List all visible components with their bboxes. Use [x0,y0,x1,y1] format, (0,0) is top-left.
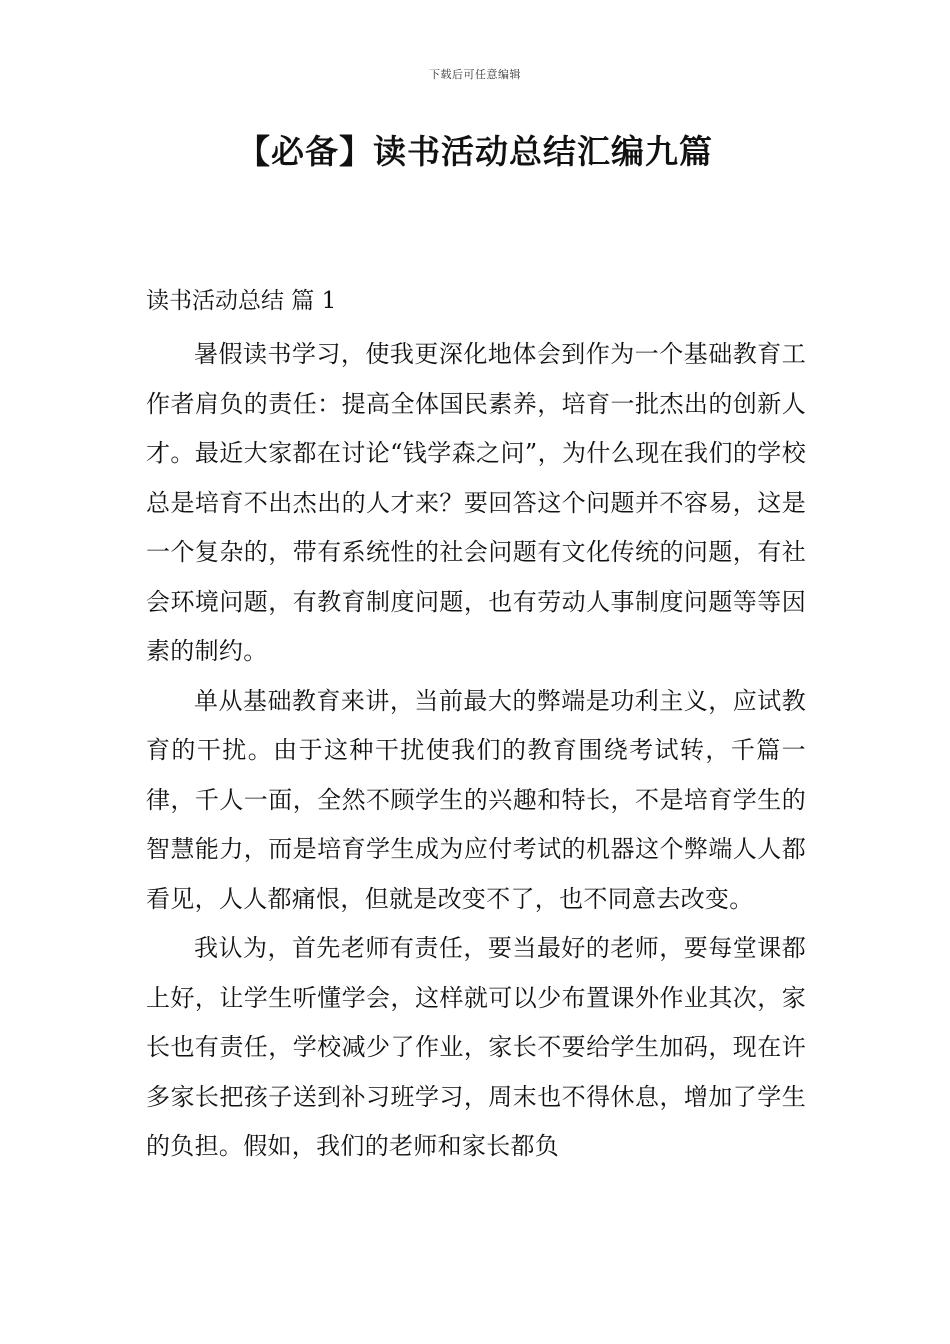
section-title: 读书活动总结 篇 1 [146,288,337,314]
document-title: 【必备】读书活动总结汇编九篇 [237,132,713,171]
paragraph-1: 暑假读书学习，使我更深化地体会到作为一个基础教育工作者肩负的责任：提高全体国民素养，培育一批杰出的创新人才。最近大家都在讨论“钱学森之问”，为什么现在我们的学校总是培育不出杰出的人才来？要回答这个问题并不容易，这是一个复杂的，带有系统性的社会问题有文化传统的问题，有社会环境问题，有教育制度问题，也有劳动人事制度问题等等因素的制约。 [146,340,806,665]
header-note: 下载后可任意编辑 [429,68,521,81]
paragraph-2: 单从基础教育来讲，当前最大的弊端是功利主义，应试教育的干扰。由于这种干扰使我们的教育围绕考试转，千篇一律，千人一面，全然不顾学生的兴趣和特长，不是培育学生的智慧能力，而是培育学生成为应付考试的机器这个弊端人人都看见，人人都痛恨，但就是改变不了，也不同意去改变。 [146,686,806,913]
paragraph-3: 我认为，首先老师有责任，要当最好的老师，要每堂课都上好，让学生听懂学会，这样就可以少布置课外作业其次，家长也有责任，学校减少了作业，家长不要给学生加码，现在许多家长把孩子送到补习班学习，周末也不得休息，增加了学生的负担。假如，我们的老师和家长都负 [146,934,806,1160]
document-body [146,278,806,1172]
